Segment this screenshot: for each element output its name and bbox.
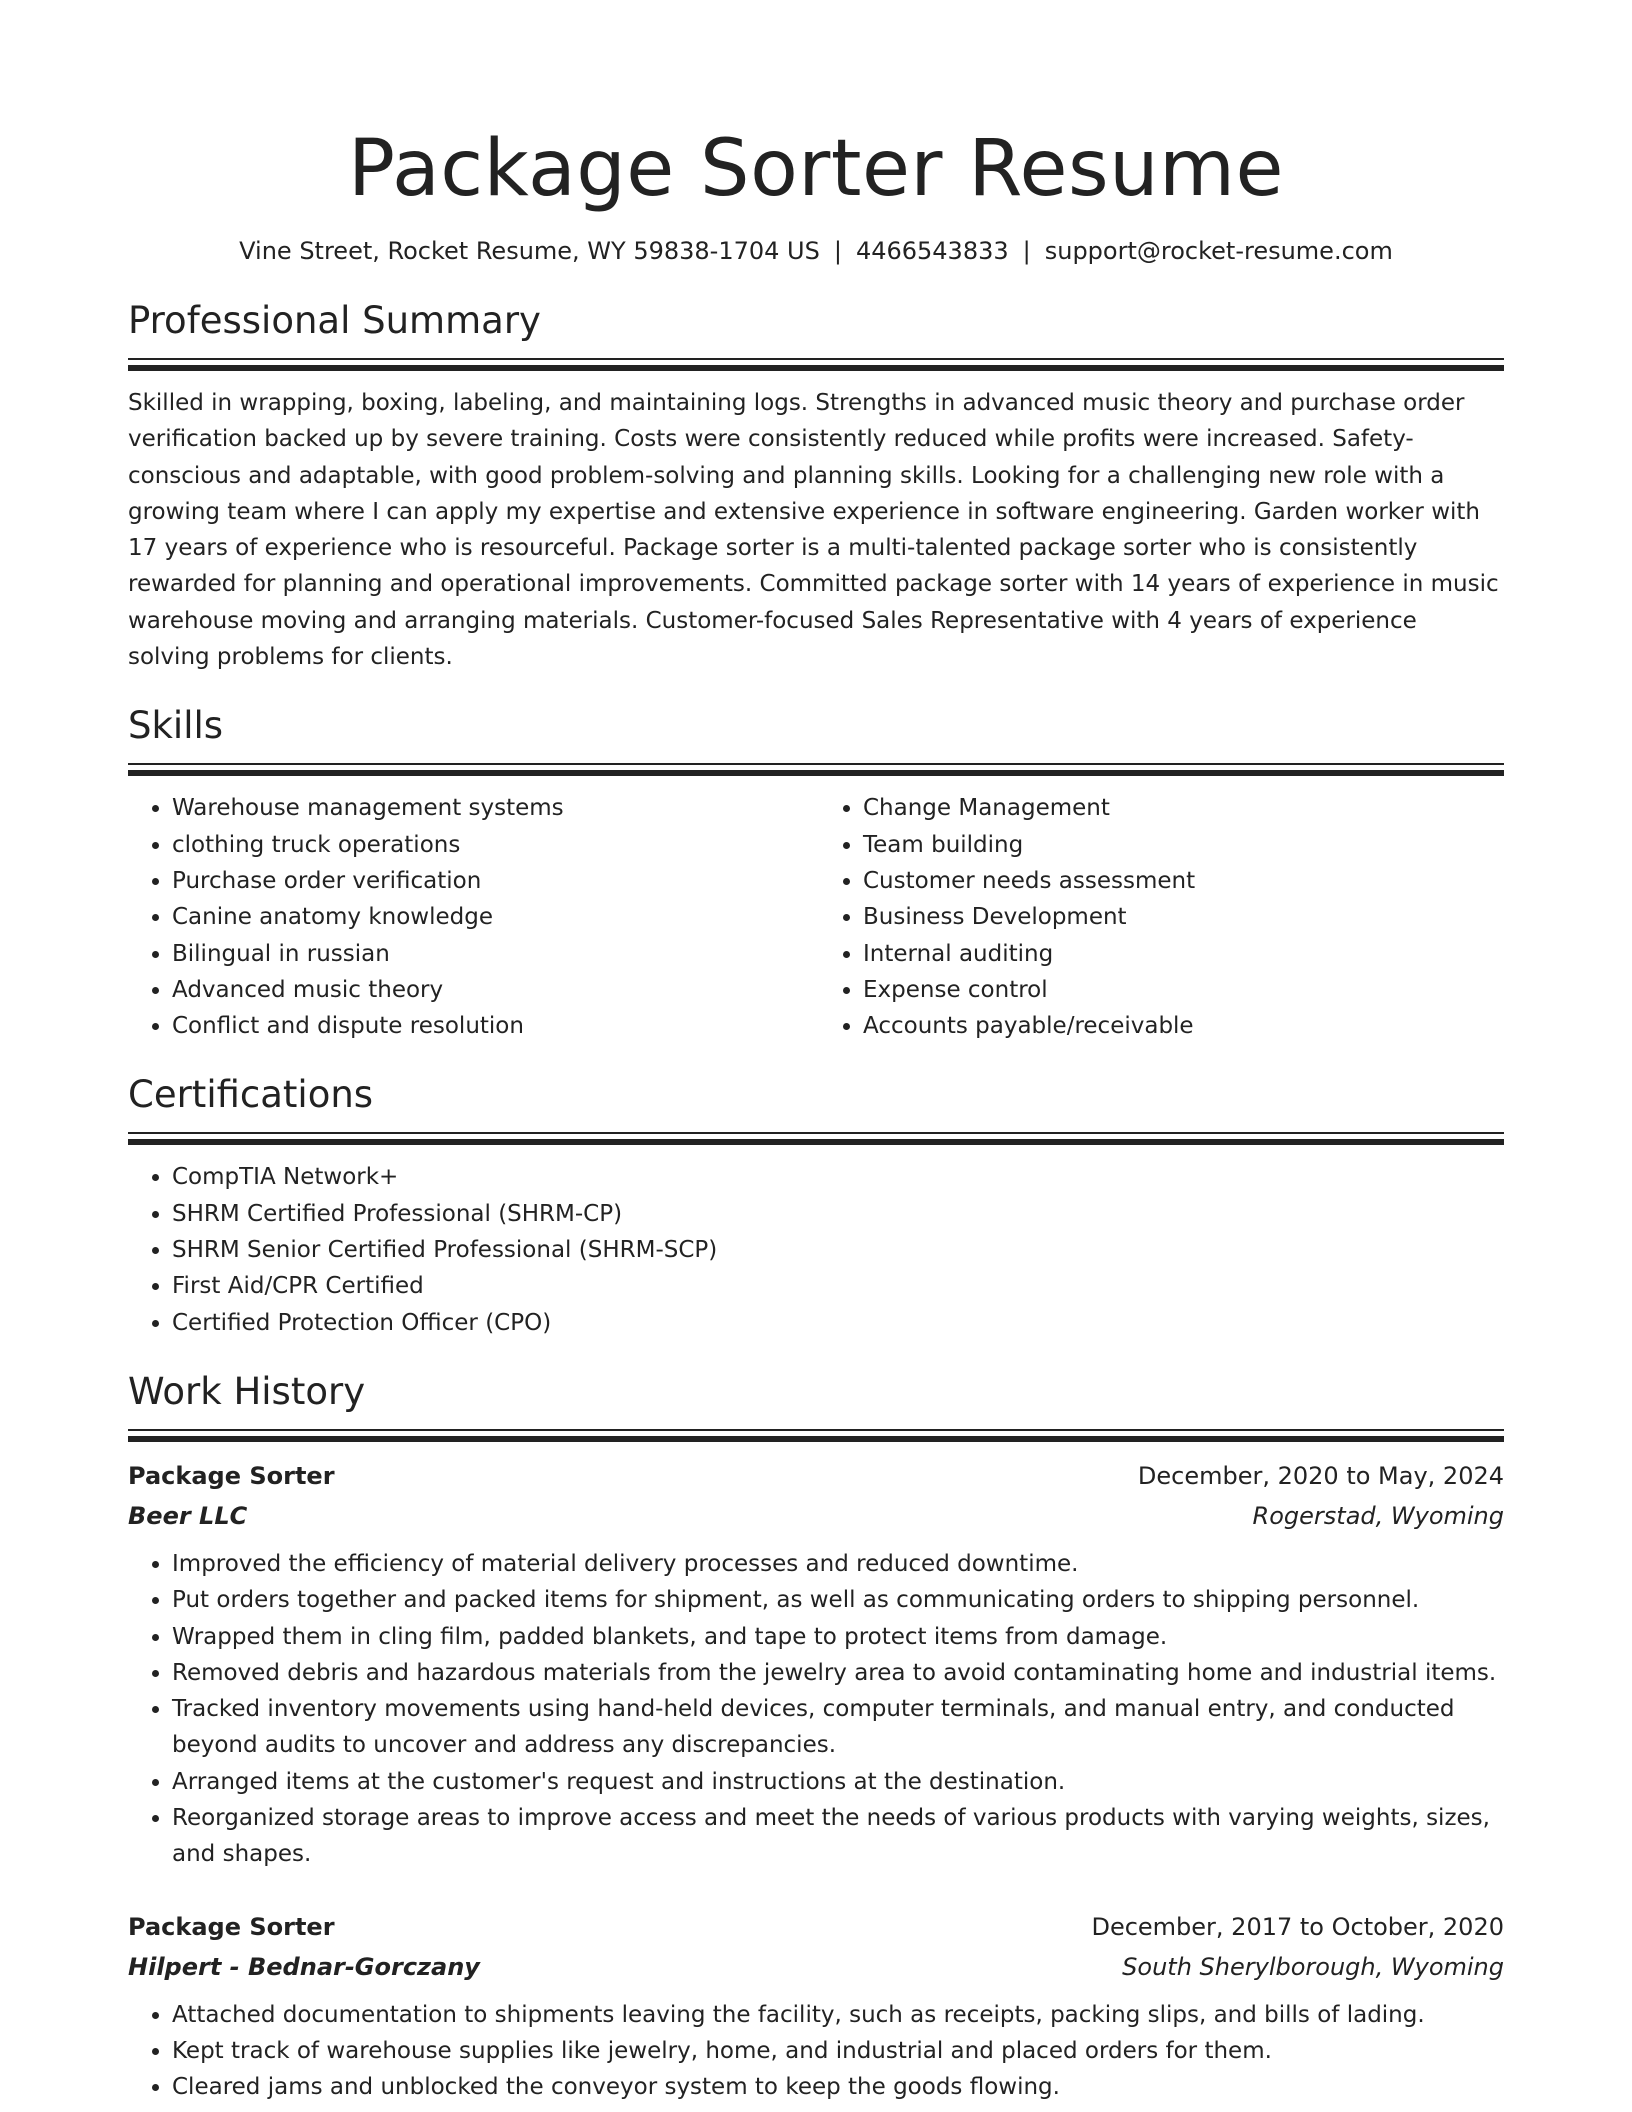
job-bullet: • Put orders together and packed items for shipment, as well as communicating orders to shipping personnel. — [172, 1582, 1504, 1618]
certification-item: • First Aid/CPR Certified — [172, 1268, 1504, 1304]
job-company: Hilpert - Bednar-Gorczany — [128, 1952, 480, 1981]
skill-item: • Canine anatomy knowledge — [172, 899, 813, 935]
resume-title: Package Sorter Resume — [347, 124, 1285, 214]
skill-item: • Business Development — [863, 899, 1504, 935]
job-bullets — [128, 1546, 1504, 1873]
skill-item: • Conflict and dispute resolution — [172, 1008, 813, 1044]
skill-item: • Accounts payable/receivable — [863, 1008, 1504, 1044]
skill-item: • Expense control — [863, 972, 1504, 1008]
certifications-list — [128, 1159, 1504, 1340]
skills-columns — [128, 790, 1504, 1044]
job-header — [128, 1456, 1504, 1496]
section-heading-certifications: Certifications — [128, 1073, 374, 1117]
skill-item: • Team building — [863, 827, 1504, 863]
job-header — [128, 1907, 1504, 1947]
section-heading-summary: Professional Summary — [128, 299, 541, 342]
job-location: Rogerstad, Wyoming — [1252, 1501, 1504, 1530]
skill-item: • Customer needs assessment — [863, 863, 1504, 899]
section-divider — [128, 1429, 1504, 1442]
job-bullet: • Arranged items at the customer's request and instructions at the destination. — [172, 1764, 1504, 1800]
contact-separator: | — [833, 237, 842, 265]
skill-item: • Internal auditing — [863, 936, 1504, 972]
job-bullet: • Tracked inventory movements using hand-held devices, computer terminals, and manual entry, and conducted beyond audits to uncover and address any discrepancies. — [172, 1691, 1504, 1764]
job-subheader — [128, 1496, 1504, 1536]
section-divider — [128, 358, 1504, 371]
skill-item: • Change Management — [863, 790, 1504, 826]
section-heading-skills: Skills — [128, 704, 224, 748]
job-bullet: • Kept track of warehouse supplies like jewelry, home, and industrial and placed orders for them. — [172, 2033, 1504, 2069]
skill-item: • Bilingual in russian — [172, 936, 813, 972]
job-title: Package Sorter — [128, 1912, 335, 1941]
contact-address: Vine Street, Rocket Resume, WY 59838-1704 US — [239, 237, 820, 265]
certification-item: • SHRM Senior Certified Professional (SHRM-SCP) — [172, 1232, 1504, 1268]
certification-item: • Certified Protection Officer (CPO) — [172, 1305, 1504, 1341]
section-certifications — [128, 1072, 1504, 1340]
resume-page — [128, 120, 1504, 2106]
job-bullet: • Reorganized storage areas to improve access and meet the needs of various products with varying weights, sizes, and shapes. — [172, 1800, 1504, 1873]
section-divider — [128, 763, 1504, 776]
skills-list-right — [813, 790, 1504, 1044]
certification-item: • CompTIA Network+ — [172, 1159, 1504, 1195]
job-dates: December, 2020 to May, 2024 — [1137, 1461, 1504, 1490]
skill-item: • clothing truck operations — [172, 827, 813, 863]
job-bullets — [128, 1997, 1504, 2106]
job-location: South Sherylborough, Wyoming — [1122, 1952, 1504, 1981]
summary-text: Skilled in wrapping, boxing, labeling, and maintaining logs. Strengths in advanced music theory and purchase order verification backed up by severe training. Costs were consistently reduced while profits were increased. Safety-conscious and adaptable, with good problem-solving and planning skills. Looking for a challenging new role with a growing team where I can apply my expertise and extensive experience in software engineering. Garden worker with 17 years of experience who is resourceful. Package sorter is a multi-talented package sorter who is consistently rewarded for planning and operational improvements. Committed package sorter with 14 years of experience in music warehouse moving and arranging materials. Customer-focused Sales Representative with 4 years of experience solving problems for clients. — [128, 390, 1499, 671]
skills-list-left — [128, 790, 813, 1044]
job-bullet: • Improved the efficiency of material delivery processes and reduced downtime. — [172, 1546, 1504, 1582]
section-heading-work-history: Work History — [128, 1369, 366, 1413]
contact-email: support@rocket-resume.com — [1044, 237, 1393, 265]
contact-phone: 4466543833 — [855, 237, 1009, 265]
job-bullet: • Wrapped them in cling film, padded blankets, and tape to protect items from damage. — [172, 1619, 1504, 1655]
job-entry — [128, 1456, 1504, 1873]
job-dates: December, 2017 to October, 2020 — [1091, 1912, 1504, 1941]
section-work-history — [128, 1369, 1504, 2106]
section-skills — [128, 703, 1504, 1044]
job-bullet: • Attached documentation to shipments leaving the facility, such as receipts, packing slips, and bills of lading. — [172, 1997, 1504, 2033]
skill-item: • Warehouse management systems — [172, 790, 813, 826]
skill-item: • Purchase order verification — [172, 863, 813, 899]
job-subheader — [128, 1947, 1504, 1987]
section-summary — [128, 298, 1504, 675]
contact-separator: | — [1022, 237, 1031, 265]
job-entry — [128, 1907, 1504, 2106]
job-bullet: • Cleared jams and unblocked the conveyor system to keep the goods flowing. — [172, 2069, 1504, 2105]
job-bullet: • Removed debris and hazardous materials from the jewelry area to avoid contaminating home and industrial items. — [172, 1655, 1504, 1691]
contact-line — [128, 234, 1504, 268]
section-divider — [128, 1132, 1504, 1145]
job-company: Beer LLC — [128, 1501, 248, 1530]
skill-item: • Advanced music theory — [172, 972, 813, 1008]
job-title: Package Sorter — [128, 1461, 335, 1490]
certification-item: • SHRM Certified Professional (SHRM-CP) — [172, 1196, 1504, 1232]
